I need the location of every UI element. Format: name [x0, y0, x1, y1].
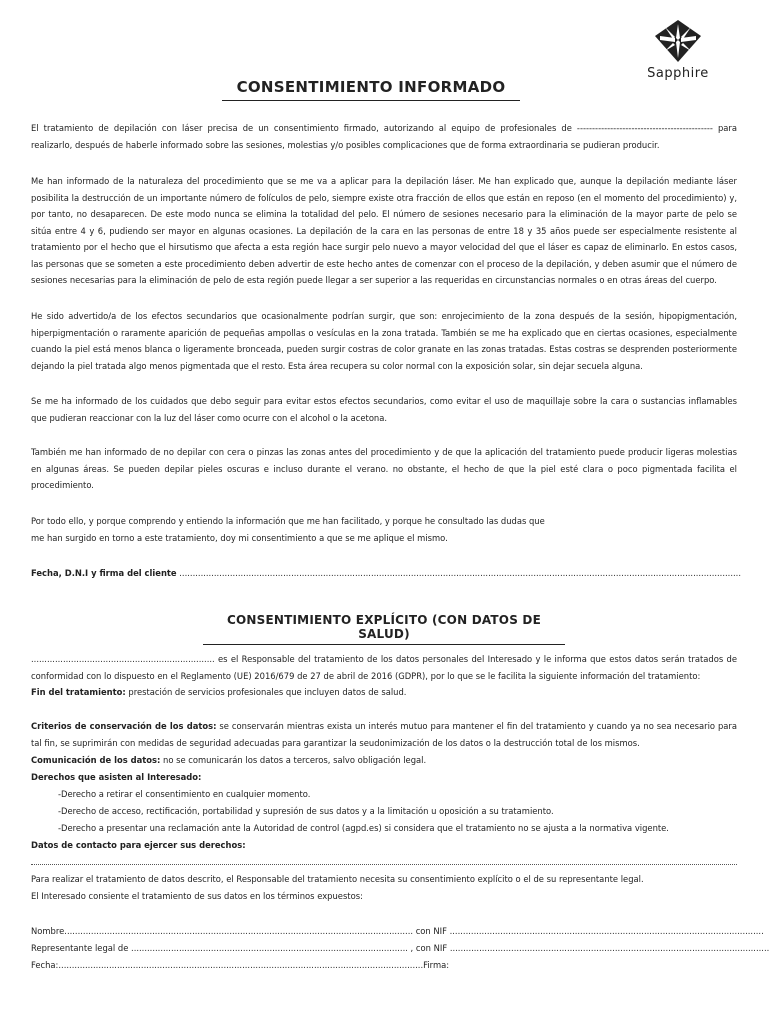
title-consentimiento-explicito: CONSENTIMIENTO EXPLÍCITO (CON DATOS DE SALUD) — [203, 613, 565, 645]
consent-line-1: Por todo ello, y porque comprendo y entiendo la información que me han facilitado, y porque he consultado las dudas que — [31, 516, 545, 526]
brand-logo — [636, 18, 720, 81]
paragraph-wax: También me han informado de no depilar con cera o pinzas las zonas antes del procedimiento y de que la aplicación del tratamiento puede producir ligeras molestias en algunas áreas. Se pueden depilar pieles oscuras e incluso durante el verano. no obstante, el hecho de que la piel esté clara o poco pigmentada facilita el procedimiento. — [31, 447, 737, 490]
signature-blank[interactable]: ................................................................................................................................................................................................................... — [179, 568, 741, 578]
retention-paragraph — [31, 718, 737, 751]
nif-field[interactable]: ...................................................................................................................... — [449, 926, 764, 936]
date-label: Fecha: — [31, 960, 59, 970]
star-diamond-icon — [651, 18, 705, 64]
brand-name: Sapphire — [647, 66, 709, 81]
communication-text: no se comunicarán los datos a terceros, salvo obligación legal. — [160, 755, 427, 765]
intro-text-b: para realizarlo, después de haberle informado sobre las sesiones, molestias y/o posibles complicaciones que de forma extraordinaria se pudieran producir. — [31, 123, 738, 150]
representative-field[interactable]: ........................................................................................................ , — [131, 943, 414, 953]
purpose-text: prestación de servicios profesionales que incluyen datos de salud. — [125, 687, 407, 697]
paragraph-gdpr — [31, 651, 737, 684]
communication-label: Comunicación de los datos: — [31, 755, 161, 765]
right-item: -Derecho de acceso, rectificación, portabilidad y supresión de sus datos y a la limitación u oposición a su tratamiento. — [58, 806, 554, 816]
representative-nif-field[interactable]: ........................................................................................................................ — [449, 943, 769, 953]
name-field[interactable]: ................................................................................................................................... — [64, 926, 414, 936]
paragraph-procedure: Me han informado de la naturaleza del procedimiento que se me va a aplicar para la depilación láser. Me han explicado que, aunque la depilación mediante láser posibilita la destrucción de un importante número de folículos de pelo, siempre existe otra fracción de ellos que están en reposo (en el momento del procedimiento) y, por tanto, no desaparecen. De este modo nunca se elimina la totalidad del pelo. El número de sesiones necesario para la eliminación de la mayor parte de pelo se sitúa entre 4 y 6, pudiendo ser mayor en algunas ocasiones. La depilación de la cara en las personas de entre 18 y 35 años puede ser especialmente resistente al tratamiento por el hecho que el hirsutismo que afecta a esta región hace surgir pelo nuevo a mayor velocidad del que el láser es capaz de eliminarlo. En estos casos, las personas que se someten a este procedimiento deben advertir de este hecho antes de comenzar con el proceso de la depilación, y deben asumir que el número de sesiones necesarias para la eliminación de pelo de esta región puede llegar a ser superior a las requeridas en circunstancias normales o en otras áreas del cuerpo. — [31, 176, 737, 285]
name-label: Nombre — [31, 926, 65, 936]
representative-label: Representante legal de — [31, 943, 132, 953]
paragraph-intro — [31, 120, 737, 153]
nif-label: con NIF — [413, 926, 450, 936]
responsible-blank[interactable]: ..................................................................... — [31, 654, 215, 664]
purpose-label: Fin del tratamiento: — [31, 687, 126, 697]
date-field[interactable]: ......................................................................................................................................... — [58, 960, 424, 970]
firma-label: Firma: — [423, 960, 450, 970]
paragraph-side-effects: He sido advertido/a de los efectos secundarios que ocasionalmente podrían surgir, que son: enrojecimiento de la zona después de la sesión, hipopigmentación, hiperpigmentación o raramente aparición de pequeñas ampollas o vesículas en la zona tratada. También se me ha explicado que en ciertas ocasiones, especialmente cuando la piel está menos blanca o ligeramente bronceada, pueden surgir costras de color granate en las zonas tratadas. Estas costras se desprenden posteriormente dejando la piel tratada algo menos pigmentada que el resto. Esta área recupera su color normal con la exposición solar, sin dejar secuela alguna. — [31, 311, 737, 371]
closing-line-1: Para realizar el tratamiento de datos descrito, el Responsable del tratamiento necesita su consentimiento explícito o el de su representante legal. — [31, 874, 644, 884]
gdpr-text: es el Responsable del tratamiento de los datos personales del Interesado y le informa que estos datos serán tratados de conformidad con lo dispuesto en el Reglamento (UE) 2016/679 de 27 de abril de 2016 (GDPR), por lo que se le facilita la siguiente información del tratamiento: — [31, 654, 737, 681]
right-item: -Derecho a presentar una reclamación ante la Autoridad de control (agpd.es) si considera que el tratamiento no se ajusta a la normativa vigente. — [58, 823, 669, 833]
retention-text: se conservarán mientras exista un interés mutuo para mantener el fin del tratamiento y cuando ya no sea necesario para tal fin, se suprimirán con medidas de seguridad adecuadas para garantizar la seudonimización de los datos o la destrucción total de los mismos. — [31, 721, 737, 748]
contact-heading: Datos de contacto para ejercer sus derechos: — [31, 840, 246, 850]
intro-text-a: El tratamiento de depilación con láser precisa de un consentimiento firmado, autorizando al equipo de profesionales de — [31, 123, 577, 133]
paragraph-consent — [31, 513, 737, 546]
paragraph-care: Se me ha informado de los cuidados que debo seguir para evitar estos efectos secundarios, como evitar el uso de maquillaje sobre la cara o sustancias inflamables que pudieran reaccionar con la luz del láser como ocurre con el alcohol o la acetona. — [31, 396, 737, 423]
purpose-line — [31, 684, 737, 701]
signature-label: Fecha, D.N.I y firma del cliente — [31, 568, 177, 578]
contact-blank-line[interactable] — [31, 864, 737, 865]
representative-field-line — [31, 940, 769, 957]
date-signature-line — [31, 957, 737, 974]
rights-label — [31, 769, 737, 786]
client-signature-line — [31, 565, 741, 582]
right-item: -Derecho a retirar el consentimiento en cualquier momento. — [58, 789, 311, 799]
contact-label — [31, 837, 737, 854]
retention-label: Criterios de conservación de los datos: — [31, 721, 217, 731]
name-field-line — [31, 923, 764, 940]
title-consentimiento-informado: CONSENTIMIENTO INFORMADO — [222, 78, 520, 101]
communication-line — [31, 752, 737, 769]
clinic-name-blank[interactable]: --------------------------------------------- — [576, 123, 713, 133]
representative-nif-label: con NIF — [413, 943, 450, 953]
closing-line-2: El Interesado consiente el tratamiento de sus datos en los términos expuestos: — [31, 891, 363, 901]
consent-line-2: me han surgido en torno a este tratamiento, doy mi consentimiento a que se me aplique el mismo. — [31, 532, 448, 543]
rights-heading: Derechos que asisten al Interesado: — [31, 772, 202, 782]
